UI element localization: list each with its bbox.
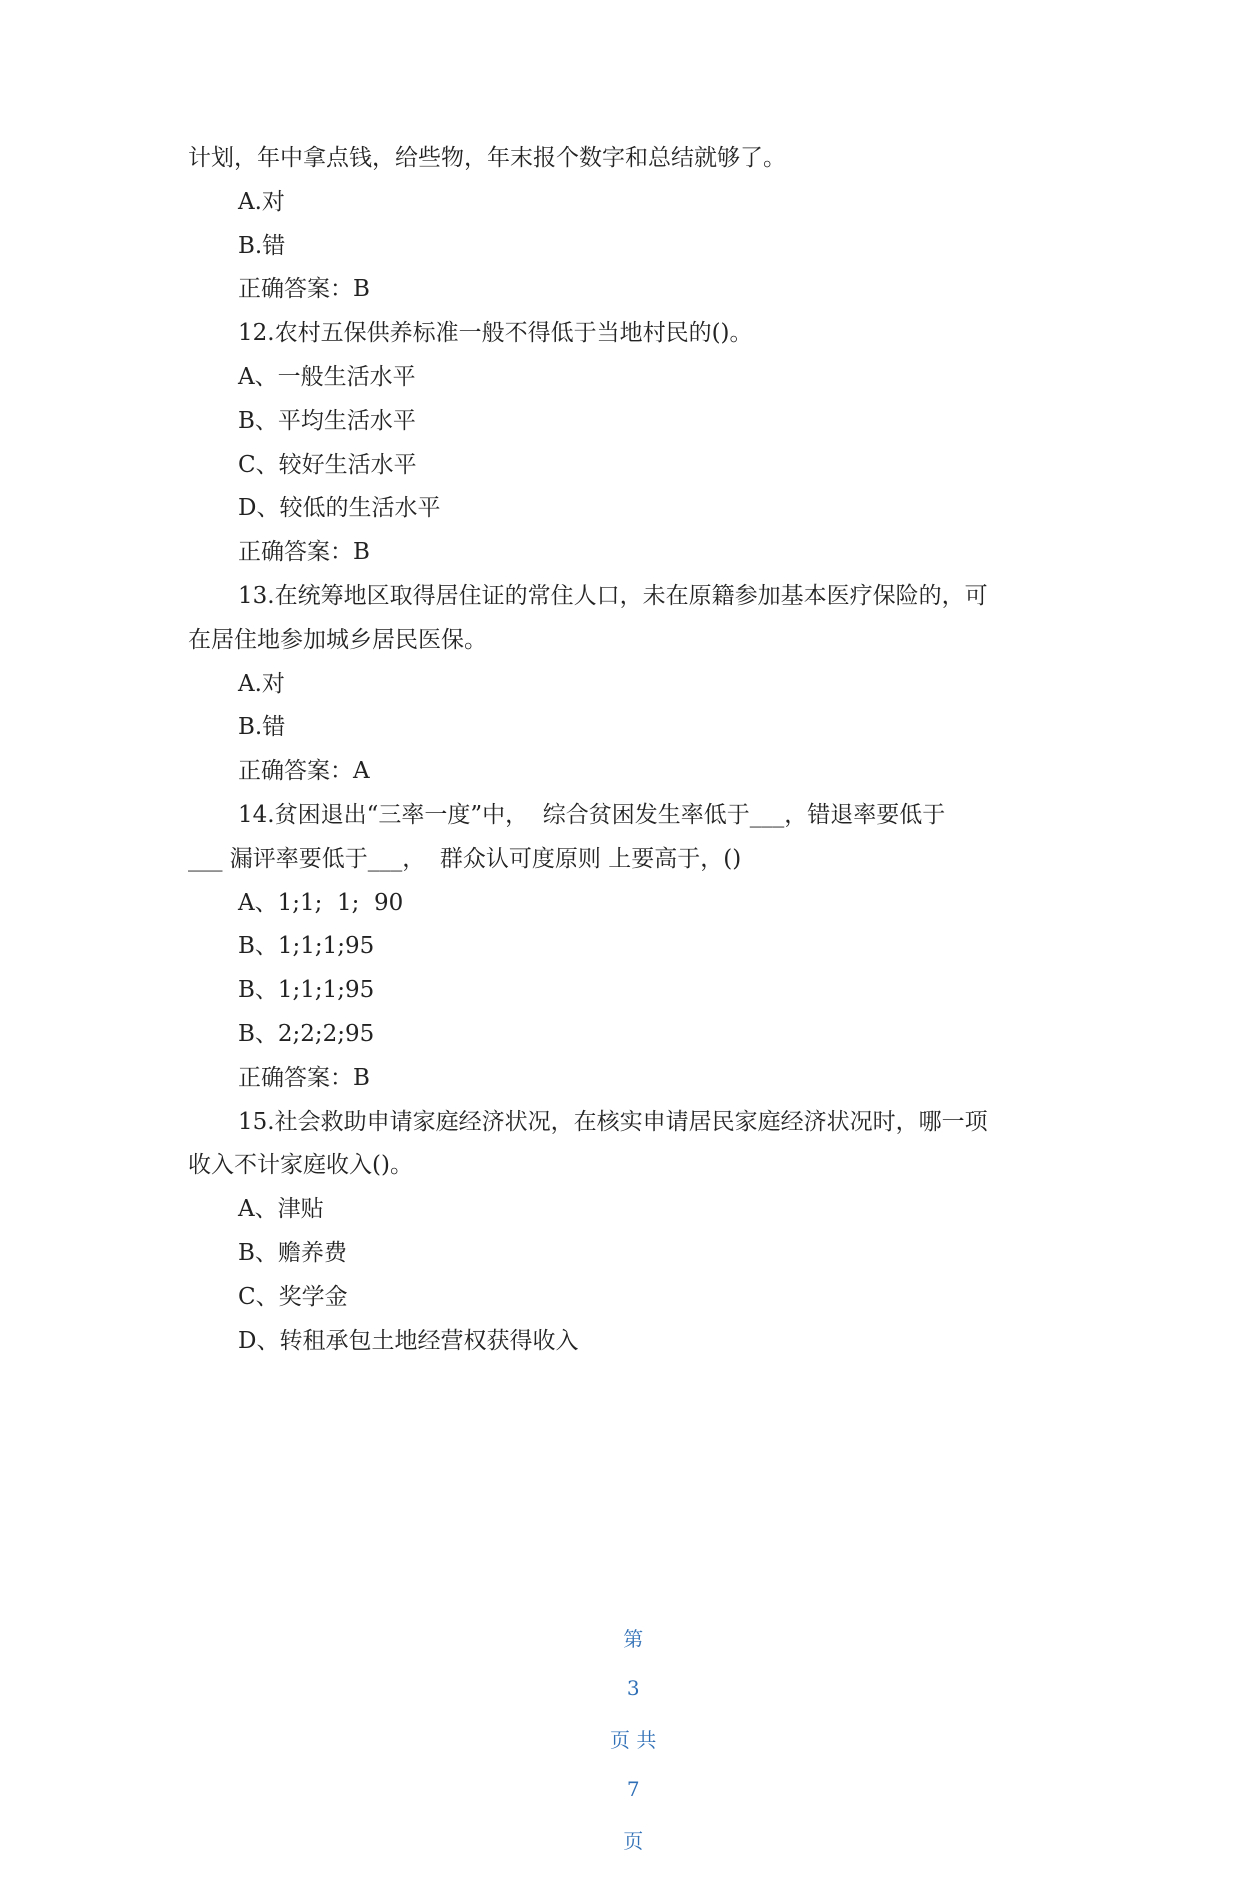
text-line: 收入不计家庭收入()。 — [188, 1152, 413, 1178]
text-line: B、1;1;1;95 — [238, 933, 375, 959]
footer-current-page: 3 — [626, 1676, 640, 1700]
text-line: B.错 — [238, 714, 286, 740]
text-line: A.对 — [238, 671, 285, 697]
text-line: 正确答案：A — [238, 758, 370, 784]
text-line: 13.在统筹地区取得居住证的常住人口，未在原籍参加基本医疗保险的，可 — [238, 583, 988, 609]
text-line: 15.社会救助申请家庭经济状况，在核实申请居民家庭经济状况时，哪一项 — [238, 1109, 988, 1135]
text-line: B、平均生活水平 — [238, 408, 416, 434]
text-line: B、2;2;2;95 — [238, 1021, 375, 1047]
text-line: B、1;1;1;95 — [238, 977, 375, 1003]
footer-middle: 页 共 — [610, 1728, 657, 1752]
text-line: A、1;1; 1; 90 — [238, 890, 404, 916]
text-line: A、一般生活水平 — [238, 364, 416, 390]
footer-prefix: 第 — [623, 1627, 644, 1651]
text-line: 在居住地参加城乡居民医保。 — [188, 627, 487, 653]
text-line: A.对 — [238, 189, 285, 215]
text-line: C、奖学金 — [238, 1284, 348, 1310]
text-line: 正确答案：B — [238, 539, 370, 565]
text-line: 正确答案：B — [238, 276, 370, 302]
footer-total-pages: 7 — [626, 1777, 640, 1801]
text-line: 14.贫困退出“三率一度”中， 综合贫困发生率低于___，错退率要低于 — [238, 802, 946, 828]
footer-suffix: 页 — [623, 1829, 644, 1853]
text-line: ___ 漏评率要低于___， 群众认可度原则 上要高于，() — [188, 846, 742, 872]
text-line: D、较低的生活水平 — [238, 495, 441, 521]
text-line: 正确答案：B — [238, 1065, 370, 1091]
text-line: 计划，年中拿点钱，给些物，年末报个数字和总结就够了。 — [188, 145, 786, 171]
text-line: A、津贴 — [238, 1196, 324, 1222]
text-line: B.错 — [238, 233, 286, 259]
text-line: 12.农村五保供养标准一般不得低于当地村民的()。 — [238, 320, 753, 346]
page-footer — [0, 1599, 1241, 1878]
text-line: C、较好生活水平 — [238, 452, 417, 478]
text-line: D、转租承包土地经营权获得收入 — [238, 1328, 579, 1354]
text-line: B、赡养费 — [238, 1240, 347, 1266]
